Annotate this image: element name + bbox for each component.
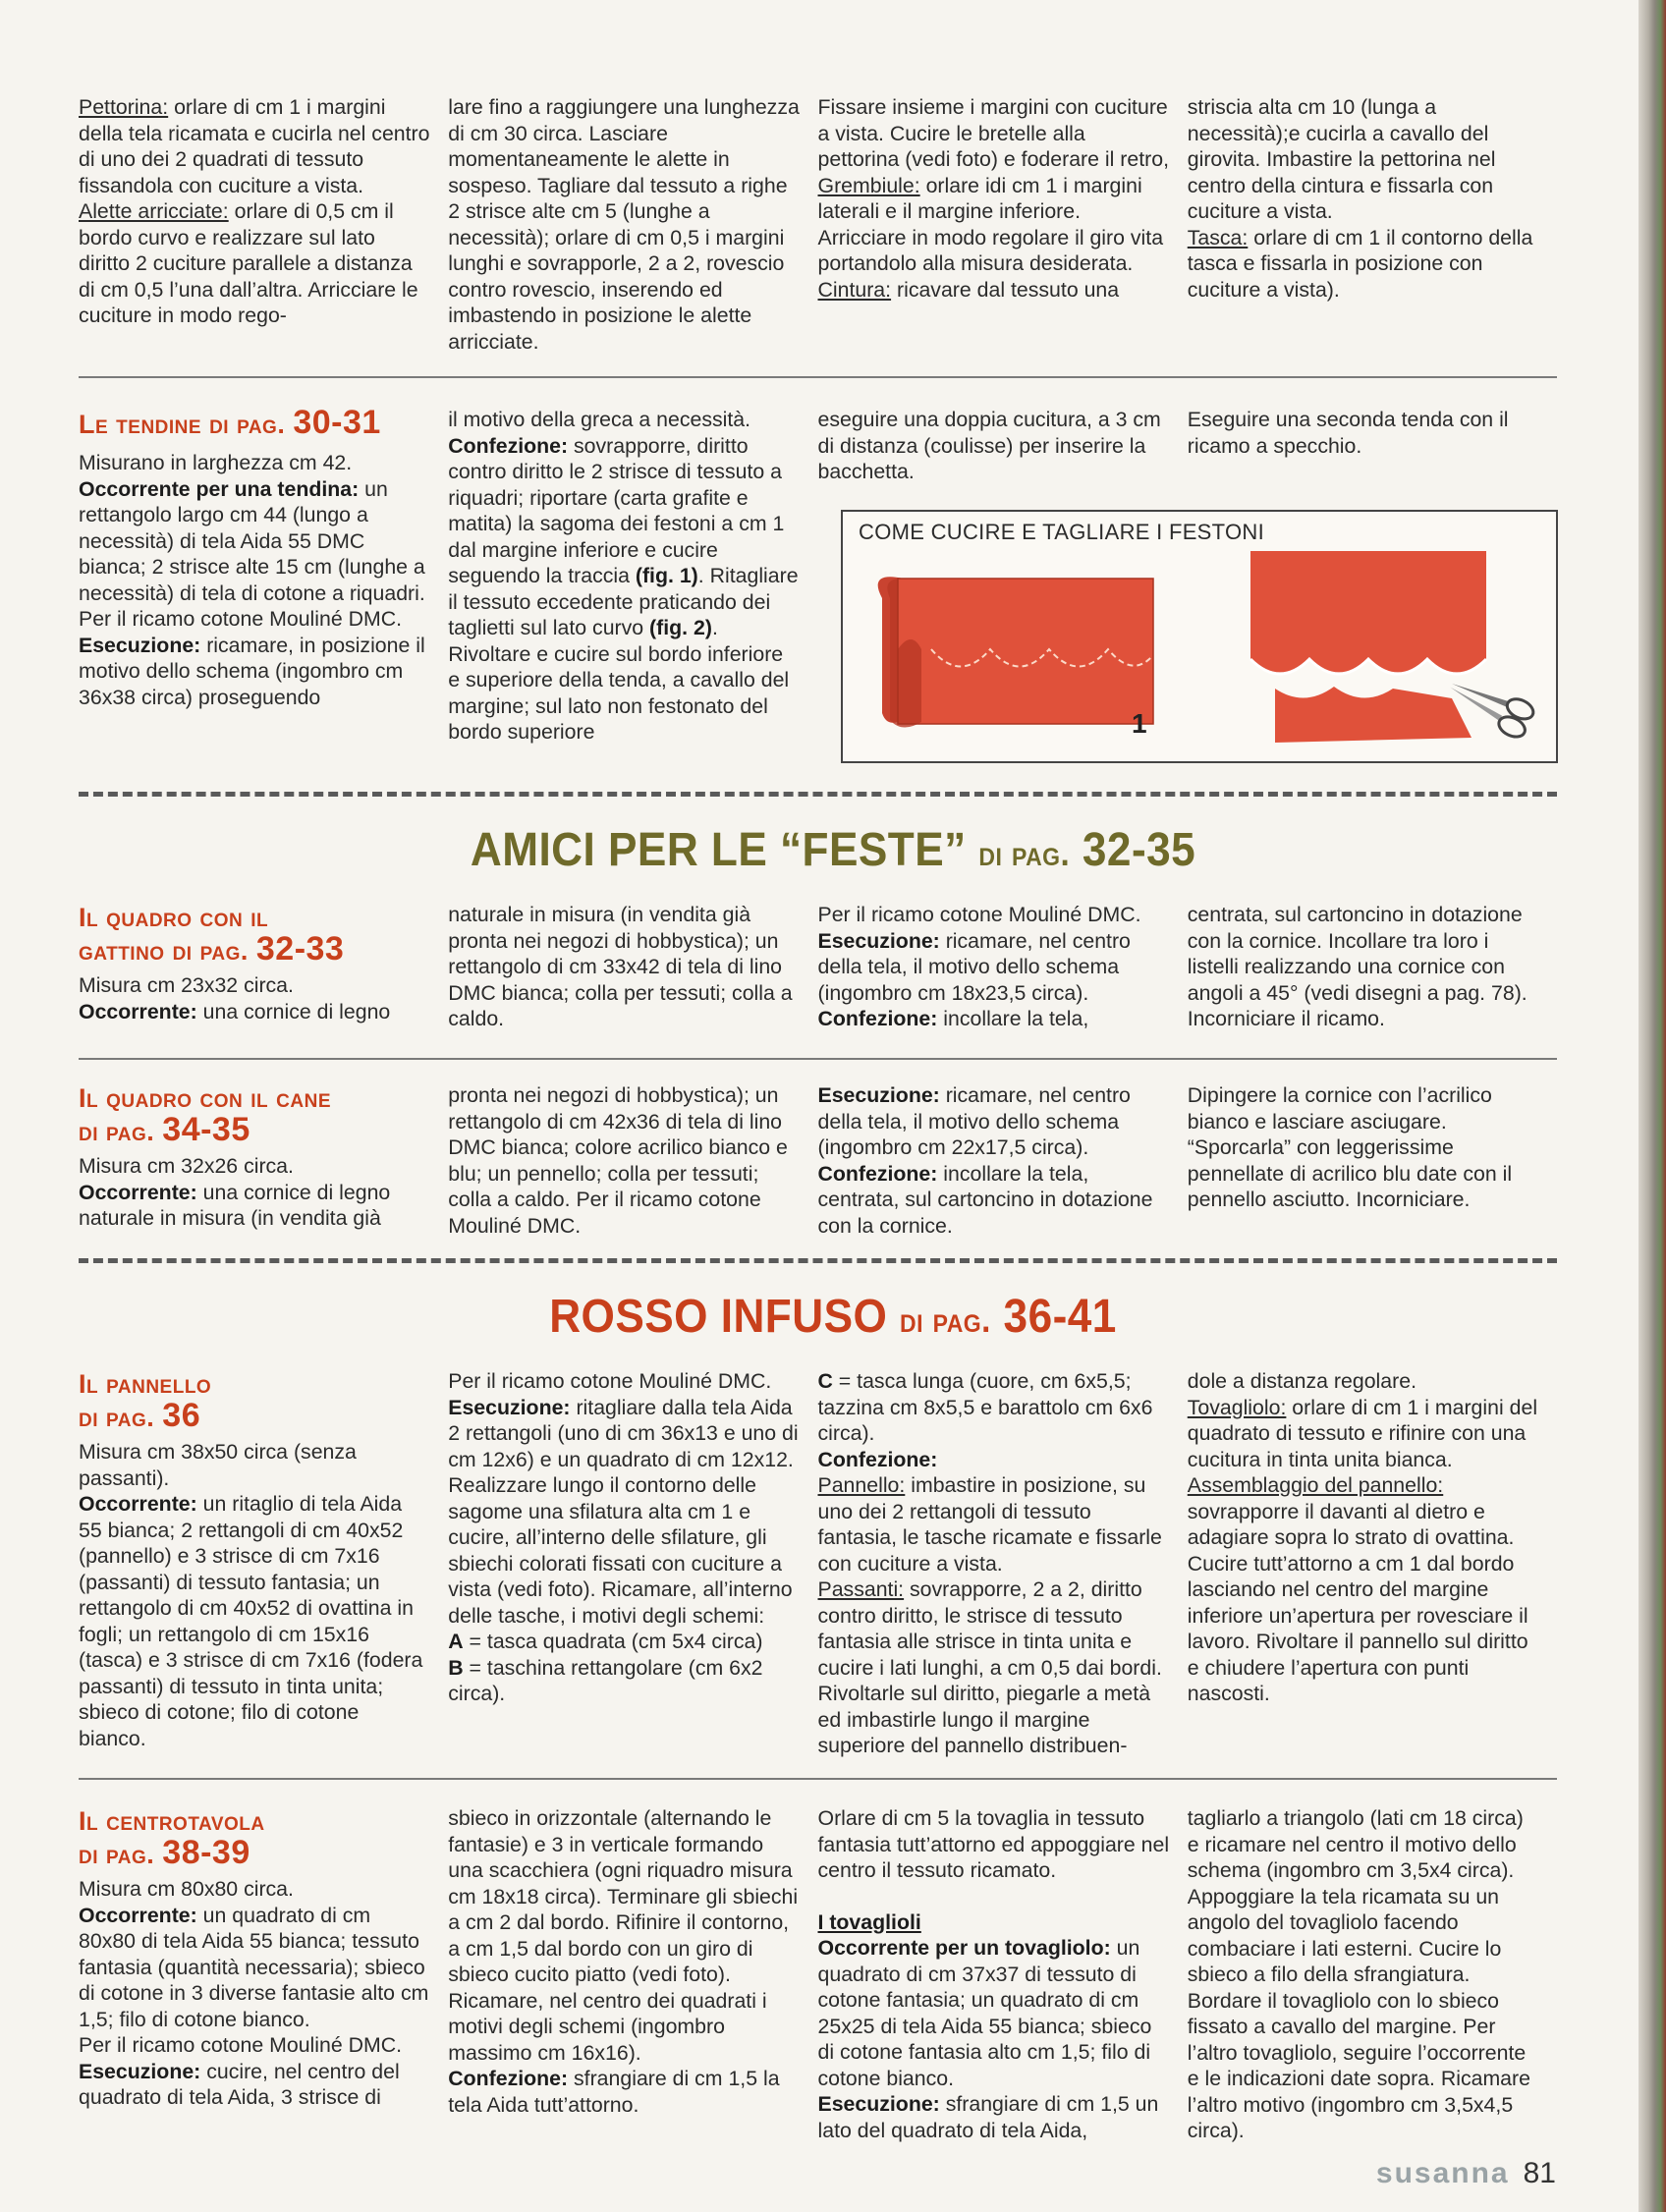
pannello-col-2: Per il ricamo cotone Mouliné DMC. Esecuzione: ritagliare dalla tela Aida 2 rettangoli (uno di cm 36x13 e uno di cm 12x6) e un quadrato di cm 12x12. Realizzare lungo il contorno delle sagome una sfilatura alta cm 1 e cucire, all’interno delle sfilature, gli sbiechi colorati fissati con cuciture a vista (vedi foto). Ricamare, all’interno delle tasche, i motivi degli schemi: A = tasca quadrata (cm 5x4 circa) B = taschina rettangolare (cm 6x2 circa). [448, 1369, 799, 1705]
pannello-col-3: C = tasca lunga (cuore, cm 6x5,5; tazzina cm 8x5,5 e barattolo cm 6x6 circa). Confezione: Pannello: imbastire in posizione, su uno dei 2 rettangoli di tessuto fantasia, le tasche ricamate e fissarle con cuciture a vista. Passanti: sovrapporre, 2 a 2, diritto contro diritto, le strisce di tessuto fantasia alle strisce in tinta unita e cucire i lati lunghi, a cm 0,5 dai bordi. Rivoltarle sul diritto, piegarle a metà ed imbastirle lungo il margine superiore del pannello distribuen- [817, 1369, 1162, 1757]
cane-col-4 [1188, 1082, 1557, 1239]
grembiule-label: Grembiule: [817, 173, 920, 197]
fabric-rect-2 [1250, 551, 1486, 659]
centrotavola-col-1: Il centrotavola di pag. 38-39 Misura cm 80x80 circa. Occorrente: un quadrato di cm 80x80 di tela Aida 55 bianca; tessuto fantasia (quantità necessaria); sbieco di cotone in 3 diverse fantasie alto cm 1,5; filo di cotone bianco. Per il ricamo cotone Mouliné DMC. Esecuzione: cucire, nel centro del quadrato di tela Aida, 3 strisce di [79, 1806, 429, 2109]
cintura-text: ricavare dal tessuto una [891, 277, 1120, 302]
tendine-esec-text: ricamare, in posizione il motivo dello schema (ingombro cm 36x38 circa) proseguendo [79, 633, 425, 709]
amici-title: AMICI PER LE “FESTE” di pag. 32-35 [470, 824, 1196, 876]
cintura-label: Cintura: [817, 277, 892, 302]
pannello-section [79, 1368, 1557, 1759]
cane-col2-text: pronta nei negozi di hobbystica); un rettangolo di cm 42x36 di tela di lino DMC bianca; colore acrilico bianco e blu; un pennello; colla per tessuti; colla a caldo. Per il ricamo cotone Mouliné DMC. [448, 1083, 788, 1238]
fabric-offcut [1275, 687, 1472, 743]
tovaglioli-heading: I tovaglioli [817, 1909, 921, 1934]
pannello-col-1: Il pannello di pag. 36 Misura cm 38x50 circa (senza passanti). Occorrente: un ritaglio di tela Aida 55 bianca; 2 rettangoli di cm 40x52 (pannello) e 3 strisce di cm 7x16 (passanti) di tessuto fantasia; un rettangolo di cm 40x52 di ovattina in fogli; un rettangolo di cm 15x16 (tasca) e 3 strisce di cm 7x16 (fodera passanti) di tessuto in tinta unita; sbieco di cotone; filo di cotone bianco. [79, 1368, 448, 1759]
section-dash-1 [79, 792, 1557, 797]
figure-number: 1 [1132, 708, 1147, 739]
top-col-4 [1188, 94, 1557, 355]
centrotavola-ricamo: Per il ricamo cotone Mouliné DMC. [79, 2033, 403, 2057]
rosso-title: ROSSO INFUSO di pag. 36-41 [549, 1291, 1117, 1343]
section-rule-3 [79, 1778, 1557, 1780]
centrotavola-title: Il centrotavola di pag. 38-39 [79, 1806, 265, 1871]
tendine-col2-a: il motivo della greca a necessità. [448, 408, 751, 431]
tendine-col4-text: Eseguire una seconda tenda con il ricamo a specchio. [1187, 408, 1509, 458]
festoni-figure [841, 510, 1558, 763]
pettorina-label: Pettorina: [79, 95, 169, 119]
gattino-col2-text: naturale in misura (in vendita già pronta nei negozi di hobbystica); un rettangolo di cm 33x42 di tela di lino DMC bianca; colla per tessuti; colla a caldo. [448, 903, 793, 1030]
tendine-esec-label: Esecuzione: [79, 633, 201, 657]
page-footer [1376, 2157, 1556, 2190]
tendine-col-1 [79, 404, 448, 746]
tendine-title: Le tendine di pag. 30-31 [79, 404, 381, 441]
gattino-col-4 [1188, 902, 1557, 1032]
tendine-occ-label: Occorrente per una tendina: [79, 476, 360, 501]
top-col-2 [448, 94, 817, 355]
alette-label: Alette arricciate: [79, 199, 229, 223]
centrotavola-col-4 [1188, 1805, 1557, 2144]
striscia-text: striscia alta cm 10 (lunga a necessità);e cucirla a cavallo del girovita. Imbastire la pettorina nel centro della cintura e fissarla con cuciture a vista. [1187, 95, 1496, 223]
cane-section [79, 1082, 1557, 1239]
centrotavola-misura: Misura cm 80x80 circa. [79, 1877, 294, 1901]
cane-col-1: Il quadro con il cane di pag. 34-35 Misura cm 32x26 circa. Occorrente: una cornice di legno naturale in misura (in vendita già [79, 1082, 448, 1239]
tendine-col-2: il motivo della greca a necessità. Confezione: sovrapporre, diritto contro diritto le 2 strisce di tessuto a riquadri; riportare (carta grafite e matita) la sagoma dei festoni a cm 1 dal margine inferiore e cucire seguendo la traccia (fig. 1). Ritagliare il tessuto eccedente praticando dei taglietti sul lato curvo (fig. 2). Rivoltare e cucire sul bordo inferiore e superiore della tenda, a cavallo del margine; sul lato non festonato del bordo superiore [448, 408, 799, 744]
grembiule-text: orlare idi cm 1 i margini laterali e il margine inferiore. Arricciare in modo regolare il giro vita portandolo alla misura desiderata. [817, 173, 1164, 275]
pannello-col-4: dole a distanza regolare. Tovagliolo: orlare di cm 1 i margini del quadrato di tessuto e rifinire con una cucitura in tinta unita bianca. Assemblaggio del pannello: sovrapporre il davanti al dietro e adagiare sopra lo strato di ovattina. Cucire tutt’attorno a cm 1 dal bordo lasciando nel centro del margine inferiore un’apertura per rovesciare il lavoro. Rivoltare il pannello sul diritto e chiudere l’apertura con punti nascosti. [1187, 1369, 1538, 1705]
tasca-label: Tasca: [1187, 225, 1249, 249]
fissare-text: Fissare insieme i margini con cuciture a vista. Cucire le bretelle alla pettorina (vedi foto) e foderare il retro, [817, 95, 1169, 171]
centrotavola-section [79, 1805, 1557, 2144]
tendine-col3-text: eseguire una doppia cucitura, a 3 cm di distanza (coulisse) per inserire la bacchetta. [817, 408, 1161, 483]
centrotavola-col-2: sbieco in orizzontale (alternando le fantasie) e 3 in verticale formando una scacchiera (ogni riquadro misura cm 18x18 circa). Terminare gli sbiechi a cm 2 dal bordo. Rifinire il contorno, a cm 1,5 dal bordo con un giro di sbieco cucito piatto (vedi foto). Ricamare, nel centro dei quadrati i motivi degli schemi (ingombro massimo cm 16x16). Confezione: sfrangiare di cm 1,5 la tela Aida tutt’attorno. [448, 1805, 817, 2144]
page-number: 81 [1523, 2157, 1556, 2189]
gattino-col4-text: centrata, sul cartoncino in dotazione con la cornice. Incollare tra loro i listelli realizzando una cornice con angoli a 45° (vedi disegni a pag. 78). Incorniciare il ricamo. [1187, 903, 1527, 1030]
section-rule-1 [79, 376, 1557, 378]
gattino-col-3: Per il ricamo cotone Mouliné DMC. Esecuzione: ricamare, nel centro della tela, il motivo dello schema (ingombro cm 18x23,5 circa). Confezione: incollare la tela, [818, 902, 1188, 1032]
section-rule-2 [79, 1058, 1557, 1060]
figure-caption: COME CUCIRE E TAGLIARE I FESTONI [859, 520, 1265, 544]
cane-title: Il quadro con il cane di pag. 34-35 [79, 1083, 331, 1148]
cane-misura: Misura cm 32x26 circa. [79, 1154, 294, 1178]
pettorina-text: orlare di cm 1 i margini della tela ricamata e cucirla nel centro di uno dei 2 quadrati di tessuto fissandola con cuciture a vista. [79, 95, 430, 197]
top-section [79, 94, 1557, 355]
alette-text: orlare di 0,5 cm il bordo curvo e realizzare sul lato diritto 2 cuciture parallele a distanza di cm 0,5 l’una dall’altra. Arricciare le cuciture in modo rego- [79, 199, 418, 327]
magazine-brand: susanna [1375, 2157, 1510, 2189]
centrotavola-col4-text: tagliarlo a triangolo (lati cm 18 circa) e ricamare nel centro il motivo dello schema (ingombro cm 3,5x4 circa). Appoggiare la tela ricamata su un angolo del tovagliolo facendo combaciare i lati esterni. Cucire lo sbieco a filo della sfrangiatura. Bordare il tovagliolo con lo sbieco fissato a cavallo del margine. Per l’altro tovagliolo, seguire l’occorrente e le indicazioni date sopra. Ricamare l’altro motivo (ingombro cm 3,5x4,5 circa). [1187, 1806, 1530, 2142]
tendine-misura: Misurano in larghezza cm 42. [79, 451, 353, 474]
gattino-ricamo: Per il ricamo cotone Mouliné DMC. [817, 903, 1141, 926]
pannello-ricamo: Per il ricamo cotone Mouliné DMC. [448, 1369, 772, 1393]
cane-col4-text: Dipingere la cornice con l’acrilico bianco e lasciare asciugare. “Sporcarla” con leggerissime pennellate di acrilico blu date con il pennello asciutto. Incorniciare. [1187, 1083, 1513, 1211]
tendine-conf-label: Confezione: [448, 433, 569, 458]
centrotavola-col2-a: sbieco in orizzontale (alternando le fantasie) e 3 in verticale formando una scacchiera (ogni riquadro misura cm 18x18 circa). Terminare gli sbiechi a cm 2 dal bordo. Rifinire il contorno, a cm 1,5 dal bordo con un giro di sbieco cucito piatto (vedi foto). Ricamare, nel centro dei quadrati i motivi degli schemi (ingombro massimo cm 16x16). [448, 1806, 799, 2065]
pannello-col4-a: dole a distanza regolare. [1187, 1369, 1416, 1393]
gattino-col-2 [448, 902, 817, 1032]
gattino-title: Il quadro con il gattino di pag. 32-33 [79, 903, 345, 968]
gattino-misura: Misura cm 23x32 circa. [79, 973, 294, 997]
gattino-col-1: Il quadro con il gattino di pag. 32-33 Misura cm 23x32 circa. Occorrente: una cornice di legno [79, 902, 448, 1032]
gattino-section [79, 902, 1557, 1032]
pannello-misura: Misura cm 38x50 circa (senza passanti). [79, 1440, 357, 1490]
cane-col-3: Esecuzione: ricamare, nel centro della tela, il motivo dello schema (ingombro cm 22x17,5 circa). Confezione: incollare la tela, centrata, sul cartoncino in dotazione con la cornice. [817, 1083, 1153, 1238]
cane-col-2 [448, 1082, 817, 1239]
tendine-ricamo: Per il ricamo cotone Mouliné DMC. [79, 607, 403, 631]
tasca-text: orlare di cm 1 il contorno della tasca e fissarla in posizione con cuciture a vista). [1187, 225, 1533, 302]
top-col-1 [79, 94, 448, 355]
top-col-2-text: lare fino a raggiungere una lunghezza di cm 30 circa. Lasciare momentaneamente le alette in sospeso. Tagliare dal tessuto a righe 2 strisce alte cm 5 (lunghe a necessità); orlare di cm 0,5 i margini lunghi e sovrapporle, 2 a 2, rovescio contro rovescio, inserendo ed imbastendo in posizione le alette arricciate. [448, 95, 800, 354]
festoni-illustration [843, 512, 1556, 761]
fabric-rect-1 [898, 579, 1153, 724]
tendine-occ-text: un rettangolo largo cm 44 (lungo a necessità) di tela Aida 55 DMC bianca; 2 strisce alte 15 cm (lunghe a necessità) di tela di cotone a riquadri. [79, 476, 425, 605]
page-edge [1638, 0, 1666, 2212]
section-dash-2 [79, 1258, 1557, 1263]
centrotavola-col-3: Orlare di cm 5 la tovaglia in tessuto fantasia tutt’attorno ed appoggiare nel centro il tessuto ricamato. I tovaglioli Occorrente per un tovagliolo: un quadrato di cm 37x37 di tessuto di cotone fantasia; un quadrato di cm 25x25 di tela Aida 55 bianca; sbieco di cotone fantasia alto cm 1,5; filo di cotone bianco. Esecuzione: sfrangiare di cm 1,5 un lato del quadrato di tela Aida, [817, 1806, 1170, 2142]
pannello-title: Il pannello di pag. 36 [79, 1369, 212, 1434]
top-col-3 [818, 94, 1188, 355]
centrotavola-col3-a: Orlare di cm 5 la tovaglia in tessuto fantasia tutt’attorno ed appoggiare nel centro il tessuto ricamato. [817, 1806, 1170, 1882]
